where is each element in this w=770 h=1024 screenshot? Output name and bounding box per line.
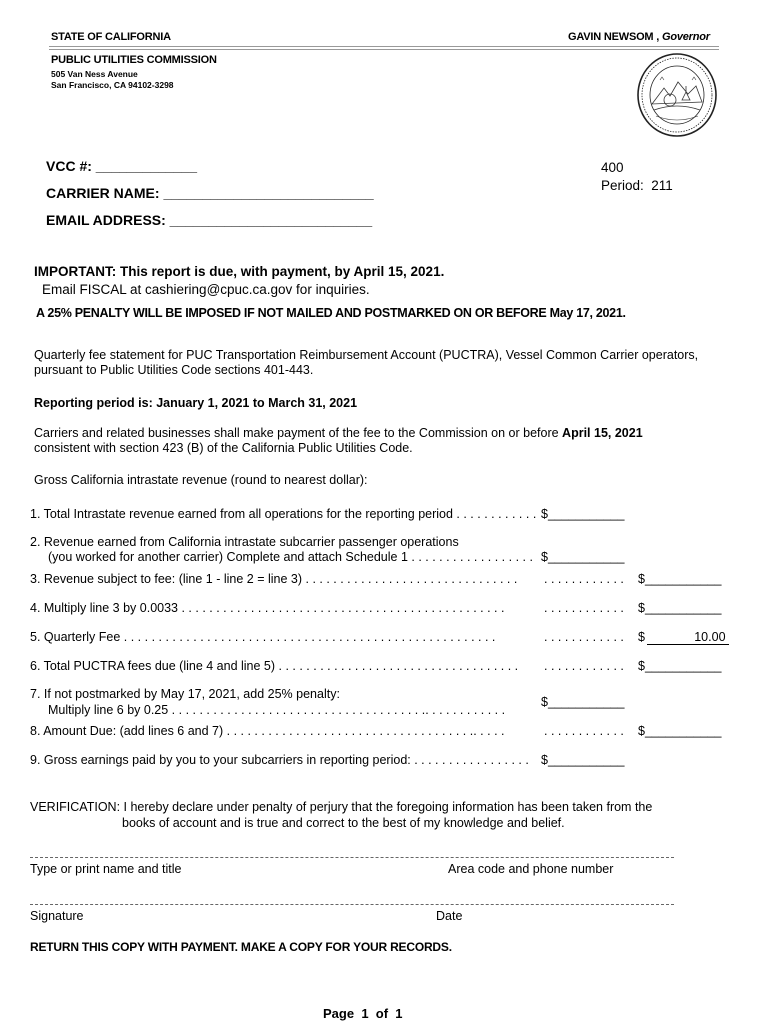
verification-statement-2: books of account and is true and correct to the best of my knowledge and belief. — [122, 816, 565, 830]
address-line-2: San Francisco, CA 94102-3298 — [51, 80, 174, 90]
line-7-amount[interactable]: $___________ — [541, 695, 625, 709]
name-title-line[interactable] — [30, 857, 674, 858]
return-instruction: RETURN THIS COPY WITH PAYMENT. MAKE A COPY FOR YOUR RECORDS. — [30, 940, 452, 954]
page-indicator — [323, 1006, 403, 1021]
line-3-dots: . . . . . . . . . . . . — [544, 572, 624, 586]
address-line-1: 505 Van Ness Avenue — [51, 69, 138, 79]
of-label: of — [375, 1006, 389, 1021]
governor — [568, 31, 710, 43]
signature-label: Signature — [30, 909, 84, 923]
statement-description-2: pursuant to Public Utilities Code sections 401-443. — [34, 363, 314, 377]
reporting-period: Reporting period is: January 1, 2021 to March 31, 2021 — [34, 396, 358, 410]
carrier-name-field[interactable]: CARRIER NAME: ___________________________ — [46, 185, 374, 201]
payment-instruction-2: consistent with section 423 (B) of the California Public Utilities Code. — [34, 441, 413, 455]
period — [601, 178, 673, 193]
form-number: 400 — [601, 160, 624, 175]
state-seal-icon — [636, 52, 718, 138]
line-2-amount[interactable]: $___________ — [541, 550, 625, 564]
line-9-amount[interactable]: $___________ — [541, 753, 625, 767]
line-3-label: 3. Revenue subject to fee: (line 1 - line 2 = line 3) . . . . . . . . . . . . . . . . . . . . . . . . . . . . . . . — [30, 572, 518, 586]
period-value: 211 — [651, 178, 673, 193]
line-6-dots: . . . . . . . . . . . . — [544, 659, 624, 673]
page-number: 1 — [361, 1006, 369, 1021]
verification-statement: VERIFICATION: I hereby declare under penalty of perjury that the foregoing information has been taken from the — [30, 800, 653, 814]
penalty-notice: A 25% PENALTY WILL BE IMPOSED IF NOT MAILED AND POSTMARKED ON OR BEFORE May 17, 2021. — [36, 306, 626, 320]
line-8-label: 8. Amount Due: (add lines 6 and 7) . . . . . . . . . . . . . . . . . . . . . . . . . . . . . . . . . . . .. . . . . — [30, 724, 505, 738]
gross-revenue-heading: Gross California intrastate revenue (round to nearest dollar): — [34, 473, 368, 487]
line-1-label: 1. Total Intrastate revenue earned from all operations for the reporting period . . . . . . . . . . . . — [30, 507, 537, 521]
line-5-dots: . . . . . . . . . . . . — [544, 630, 624, 644]
payment-due-date: April 15, 2021 — [562, 426, 643, 440]
line-4-dots: . . . . . . . . . . . . — [544, 601, 624, 615]
line-4-amount[interactable]: $___________ — [638, 601, 722, 615]
payment-instruction-text: Carriers and related businesses shall make payment of the fee to the Commission on or before — [34, 426, 563, 440]
statement-description: Quarterly fee statement for PUC Transportation Reimbursement Account (PUCTRA), Vessel Common Carrier operators, — [34, 348, 699, 362]
vcc-field[interactable]: VCC #: _____________ — [46, 158, 198, 174]
email-address-field[interactable]: EMAIL ADDRESS: __________________________ — [46, 212, 373, 228]
period-label: Period: — [601, 178, 644, 193]
line-6-label: 6. Total PUCTRA fees due (line 4 and line 5) . . . . . . . . . . . . . . . . . . . . . . . . . . . . . . . . . . . — [30, 659, 519, 673]
line-4-label: 4. Multiply line 3 by 0.0033 . . . . . . . . . . . . . . . . . . . . . . . . . . . . . . . . . . . . . . . . . . . . . . . — [30, 601, 505, 615]
governor-title: Governor — [661, 31, 710, 43]
line-6-amount[interactable]: $___________ — [638, 659, 722, 673]
line-3-amount[interactable]: $___________ — [638, 572, 722, 586]
payment-instruction — [34, 426, 643, 440]
page-label: Page — [323, 1006, 355, 1021]
line-7-label-2: Multiply line 6 by 0.25 . . . . . . . . . . . . . . . . . . . . . . . . . . . . . . . . . . . . .. . . . . . . . . . . . — [48, 703, 506, 717]
line-2-label-2: (you worked for another carrier) Complete and attach Schedule 1 . . . . . . . . . . . . . . . . . . — [48, 550, 533, 564]
line-5-amount[interactable]: 10.00 — [647, 630, 729, 645]
state-name: STATE OF CALIFORNIA — [51, 31, 171, 43]
phone-label: Area code and phone number — [448, 862, 614, 876]
date-label: Date — [436, 909, 463, 923]
important-notice: IMPORTANT: This report is due, with payment, by April 15, 2021. — [34, 264, 445, 279]
agency-name: PUBLIC UTILITIES COMMISSION — [51, 54, 217, 66]
line-1-amount[interactable]: $___________ — [541, 507, 625, 521]
signature-line[interactable] — [30, 904, 674, 905]
governor-name: GAVIN NEWSOM , — [568, 31, 660, 43]
line-8-dots: . . . . . . . . . . . . — [544, 724, 624, 738]
line-9-label: 9. Gross earnings paid by you to your subcarriers in reporting period: . . . . . . . . . . . . . . . . . — [30, 753, 529, 767]
name-title-label: Type or print name and title — [30, 862, 182, 876]
line-8-amount[interactable]: $___________ — [638, 724, 722, 738]
line-5-label: 5. Quarterly Fee . . . . . . . . . . . . . . . . . . . . . . . . . . . . . . . . . . . . . . . . . . . . . . . . . . . . . . — [30, 630, 496, 644]
email-inquiry-line: Email FISCAL at cashiering@cpuc.ca.gov for inquiries. — [42, 282, 370, 297]
page-total: 1 — [395, 1006, 403, 1021]
line-2-label: 2. Revenue earned from California intrastate subcarrier passenger operations — [30, 535, 459, 549]
line-7-label: 7. If not postmarked by May 17, 2021, add 25% penalty: — [30, 687, 340, 701]
line-5-dollar: $ — [638, 630, 645, 644]
